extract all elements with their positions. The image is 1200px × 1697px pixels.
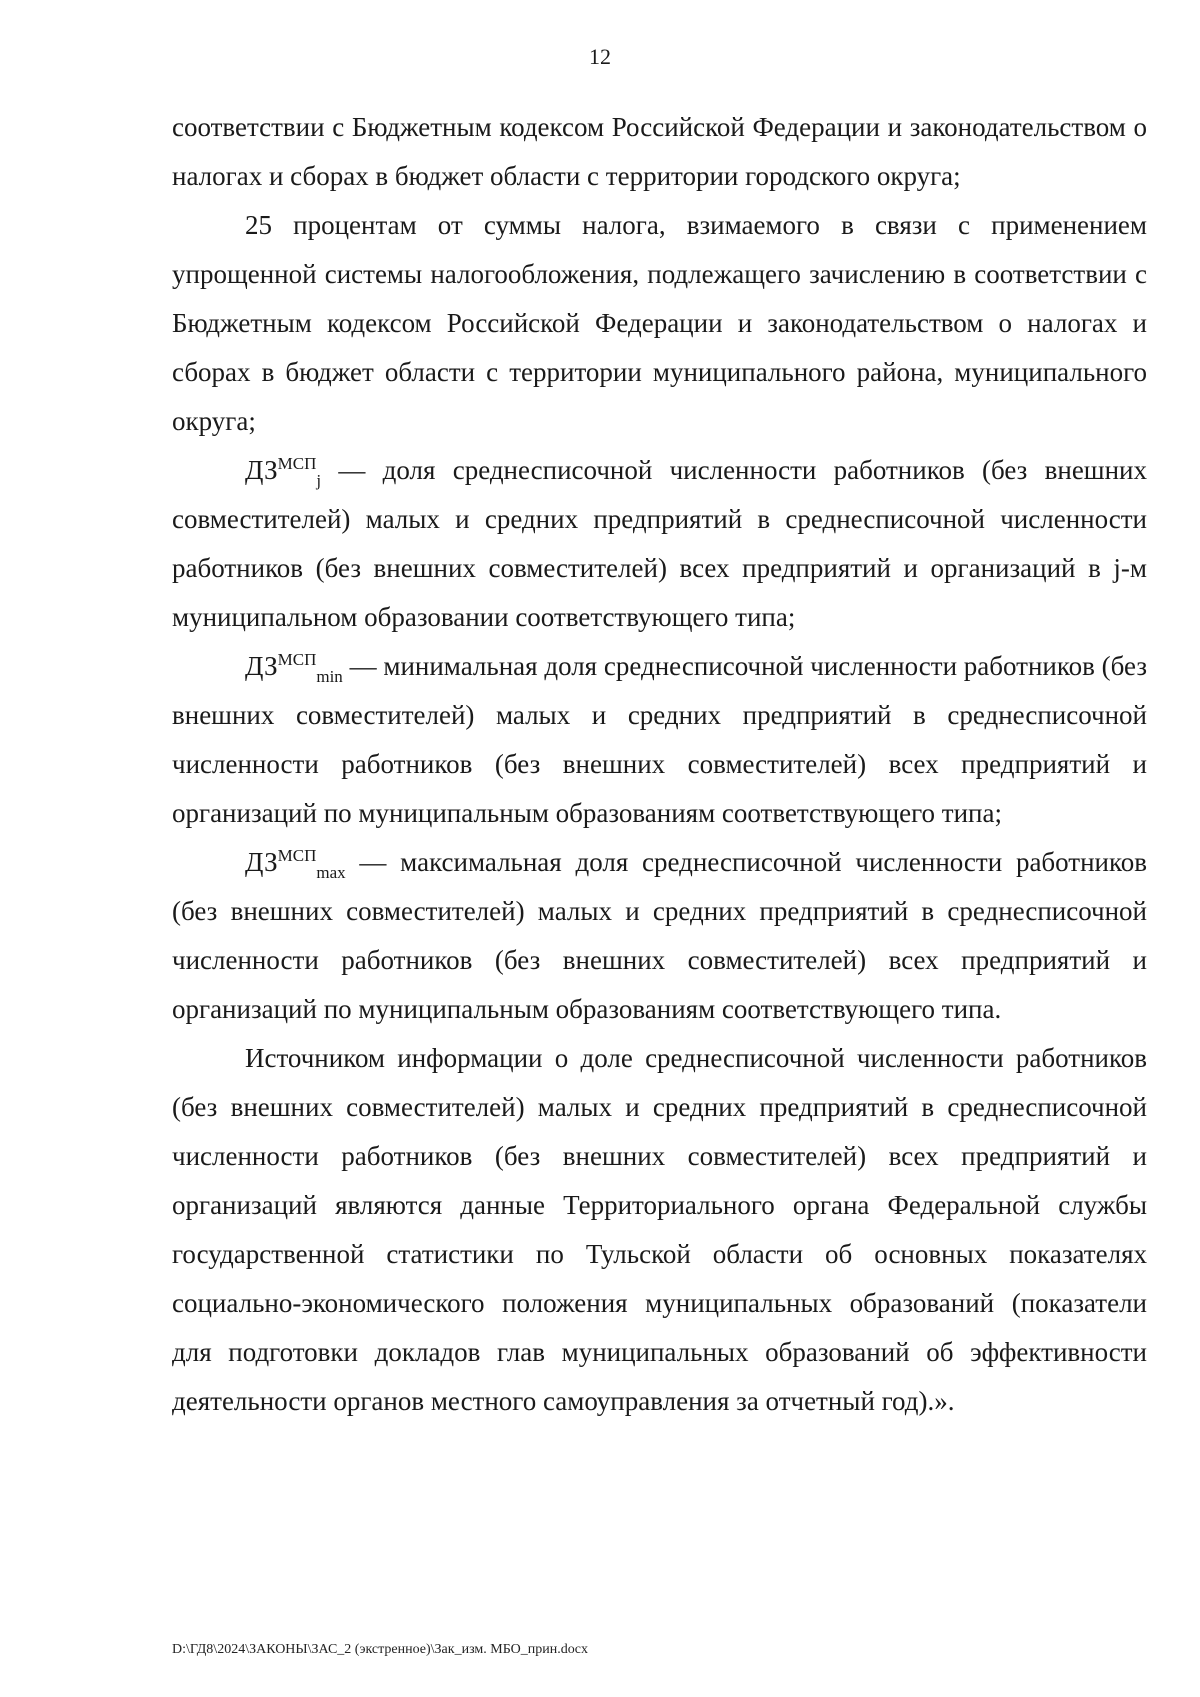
term-subscript: min xyxy=(316,667,343,686)
formula-term xyxy=(245,650,343,686)
paragraph-information-source: Источником информации о доле среднесписочной численности работников (без внешних совместителей) малых и средних предприятий в среднесписочной численности работников (без внешних совместителей) всех предприятий и организаций являются данные Территориального органа Федеральной службы государственной статистики по Тульской области об основных показателях социально-экономического положения муниципальных образований (показатели для подготовки докладов глав муниципальных образований об эффективности деятельности органов местного самоуправления за отчетный год).». xyxy=(172,1043,1147,1416)
definition-text: — максимальная доля среднесписочной численности работников (без внешних совместителей) малых и средних предприятий в среднесписочной численности работников (без внешних совместителей) всех предприятий и организаций по муниципальным образованиям соответствующего типа. xyxy=(172,847,1147,1024)
paragraph-dz-max-definition xyxy=(172,838,1147,1034)
footer-file-path: D:\ГД8\2024\ЗАКОНЫ\ЗАС_2 (экстренное)\Зак_изм. МБО_прин.docx xyxy=(172,1642,588,1657)
paragraph-simplified-tax: 25 процентам от суммы налога, взимаемого в связи с применением упрощенной системы налогообложения, подлежащего зачислению в соответствии с Бюджетным кодексом Российской Федерации и законодательством о налогах и сборах в бюджет области с территории муниципального района, муниципального округа; xyxy=(172,210,1147,436)
formula-term xyxy=(245,846,346,882)
term-base: ДЗ xyxy=(245,651,278,681)
paragraph-dz-min-definition xyxy=(172,642,1147,838)
definition-text: — минимальная доля среднесписочной численности работников (без внешних совместителей) малых и средних предприятий в среднесписочной численности работников (без внешних совместителей) всех предприятий и организаций по муниципальным образованиям соответствующего типа; xyxy=(172,651,1147,828)
term-base: ДЗ xyxy=(245,847,278,877)
term-superscript: МСП xyxy=(277,454,317,473)
term-subscript: max xyxy=(316,863,346,882)
term-superscript: МСП xyxy=(277,650,317,669)
page-number: 12 xyxy=(589,44,611,69)
term-base: ДЗ xyxy=(245,455,278,485)
formula-term xyxy=(245,454,322,490)
document-body xyxy=(172,103,1147,1426)
paragraph-dz-j-definition xyxy=(172,446,1147,642)
definition-text: — доля среднесписочной численности работников (без внешних совместителей) малых и средних предприятий в среднесписочной численности работников (без внешних совместителей) всех предприятий и организаций в j-м муниципальном образовании соответствующего типа; xyxy=(172,455,1147,632)
term-subscript: j xyxy=(316,471,322,490)
term-superscript: МСП xyxy=(277,846,317,865)
paragraph-budget-code-city: соответствии с Бюджетным кодексом Российской Федерации и законодательством о налогах и сборах в бюджет области с территории городского округа; xyxy=(172,112,1147,191)
